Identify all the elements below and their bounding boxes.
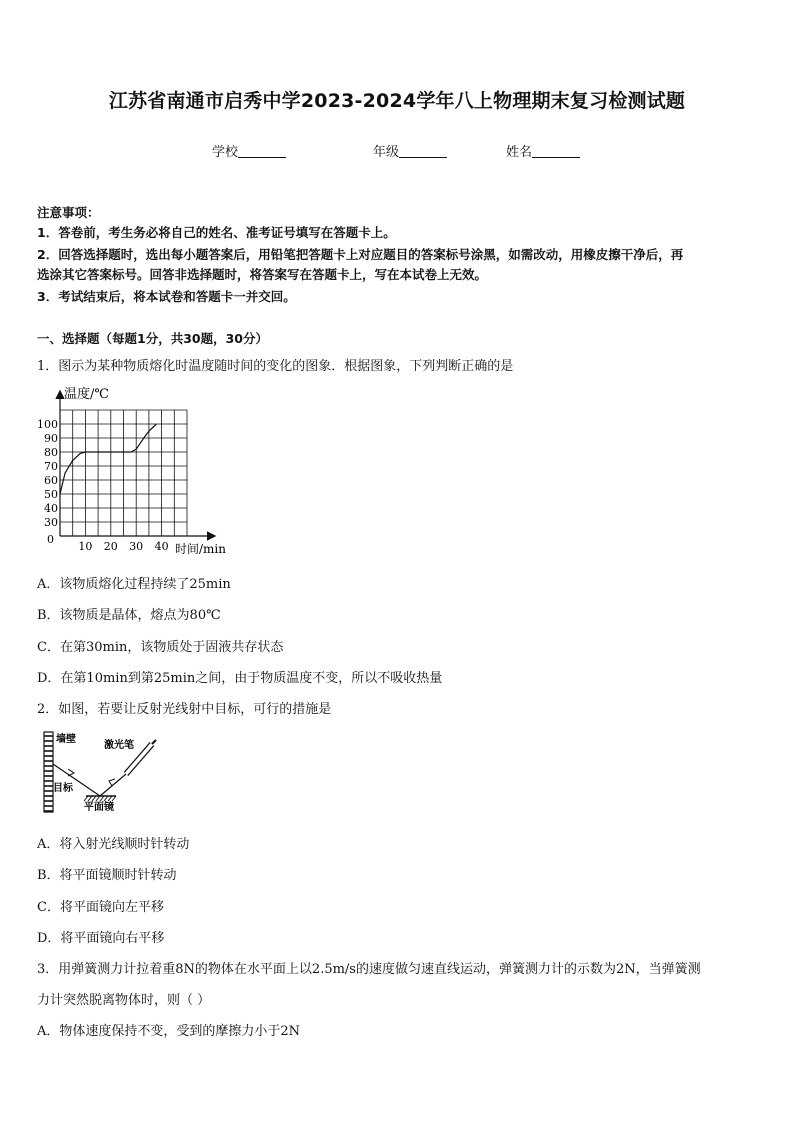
q3-stem-line-1: 3．用弹簧测力计拉着重8N的物体在水平面上以2.5m/s的速度做匀速直线运动，弹簧测力计的示数为2N，当弹簧测 xyxy=(37,962,701,977)
grade-blank xyxy=(399,143,447,158)
name-label: 姓名 xyxy=(506,145,533,160)
y-tick-label: 50 xyxy=(44,488,58,501)
x-tick-label: 10 xyxy=(78,540,93,553)
q3-option-a: A．物体速度保持不变，受到的摩擦力小于2N xyxy=(37,1024,301,1039)
q1-option-b: B．该物质是晶体，熔点为80℃ xyxy=(37,608,221,623)
wall-label: 墙壁 xyxy=(56,734,76,745)
y-tick-label: 40 xyxy=(44,502,58,515)
notes-item-3: 3．考试结束后，将本试卷和答题卡一并交回。 xyxy=(37,289,296,304)
wall xyxy=(44,732,53,812)
notes-item-2: 2．回答选择题时，选出每小题答案后，用铅笔把答题卡上对应题目的答案标号涂黑，如需改动，用橡皮擦干净后，再 xyxy=(37,247,684,262)
grade-field xyxy=(373,141,447,160)
q2-option-d: D．将平面镜向右平移 xyxy=(37,931,165,946)
q2-option-a: A．将入射光线顺时针转动 xyxy=(37,837,190,852)
notes-item-2-cont: 选涂其它答案标号。回答非选择题时，将答案写在答题卡上，写在本试卷上无效。 xyxy=(37,267,488,282)
mirror-label: 平面镜 xyxy=(84,802,114,813)
x-tick-label: 40 xyxy=(154,540,169,553)
x-tick-label: 20 xyxy=(103,540,118,553)
x-axis-label: 时间/min xyxy=(175,542,226,556)
incident-ray xyxy=(100,774,126,796)
y-axis-label: 温度/℃ xyxy=(64,387,109,402)
y-tick-label: 100 xyxy=(37,418,58,431)
section-heading: 一、选择题（每题1分，共30题，30分） xyxy=(37,331,268,346)
y-tick-label: 60 xyxy=(44,474,58,487)
q3-stem-line-2: 力计突然脱离物体时，则（ ） xyxy=(37,993,211,1008)
incident-arrow xyxy=(109,779,115,786)
school-blank xyxy=(238,143,286,158)
q1-option-c: C．在第30min，该物质处于固液共存状态 xyxy=(37,640,284,655)
q1-chart xyxy=(37,380,242,560)
laser-label: 激光笔 xyxy=(104,740,134,751)
x-tick-label: 0 xyxy=(47,533,54,546)
name-blank xyxy=(532,143,580,158)
x-tick-label: 30 xyxy=(129,540,144,553)
name-field xyxy=(506,141,580,160)
school-label: 学校 xyxy=(212,145,239,160)
grade-label: 年级 xyxy=(373,145,400,160)
y-tick-label: 80 xyxy=(44,446,58,459)
q1-stem: 1．图示为某种物质熔化时温度随时间的变化的图象．根据图象，下列判断正确的是 xyxy=(37,359,514,374)
q2-diagram xyxy=(40,728,170,818)
q2-stem: 2．如图，若要让反射光线射中目标，可行的措施是 xyxy=(37,702,332,717)
chart-grid xyxy=(60,410,187,536)
target-label: 目标 xyxy=(53,783,73,794)
notes-item-1: 1．答卷前，考生务必将自己的姓名、准考证号填写在答题卡上。 xyxy=(37,225,396,240)
series-line xyxy=(60,424,157,494)
school-field xyxy=(212,141,286,160)
y-tick-label: 70 xyxy=(44,460,58,473)
y-tick-label: 30 xyxy=(44,516,58,529)
page-title: 江苏省南通市启秀中学2023-2024学年八上物理期末复习检测试题 xyxy=(108,90,686,112)
q1-option-a: A．该物质熔化过程持续了25min xyxy=(37,577,231,592)
q2-option-b: B．将平面镜顺时针转动 xyxy=(37,868,177,883)
notes-heading: 注意事项： xyxy=(37,205,100,220)
q2-option-c: C．将平面镜向左平移 xyxy=(37,900,164,915)
y-tick-label: 90 xyxy=(44,432,58,445)
q1-option-d: D．在第10min到第25min之间，由于物质温度不变，所以不吸收热量 xyxy=(37,671,443,686)
